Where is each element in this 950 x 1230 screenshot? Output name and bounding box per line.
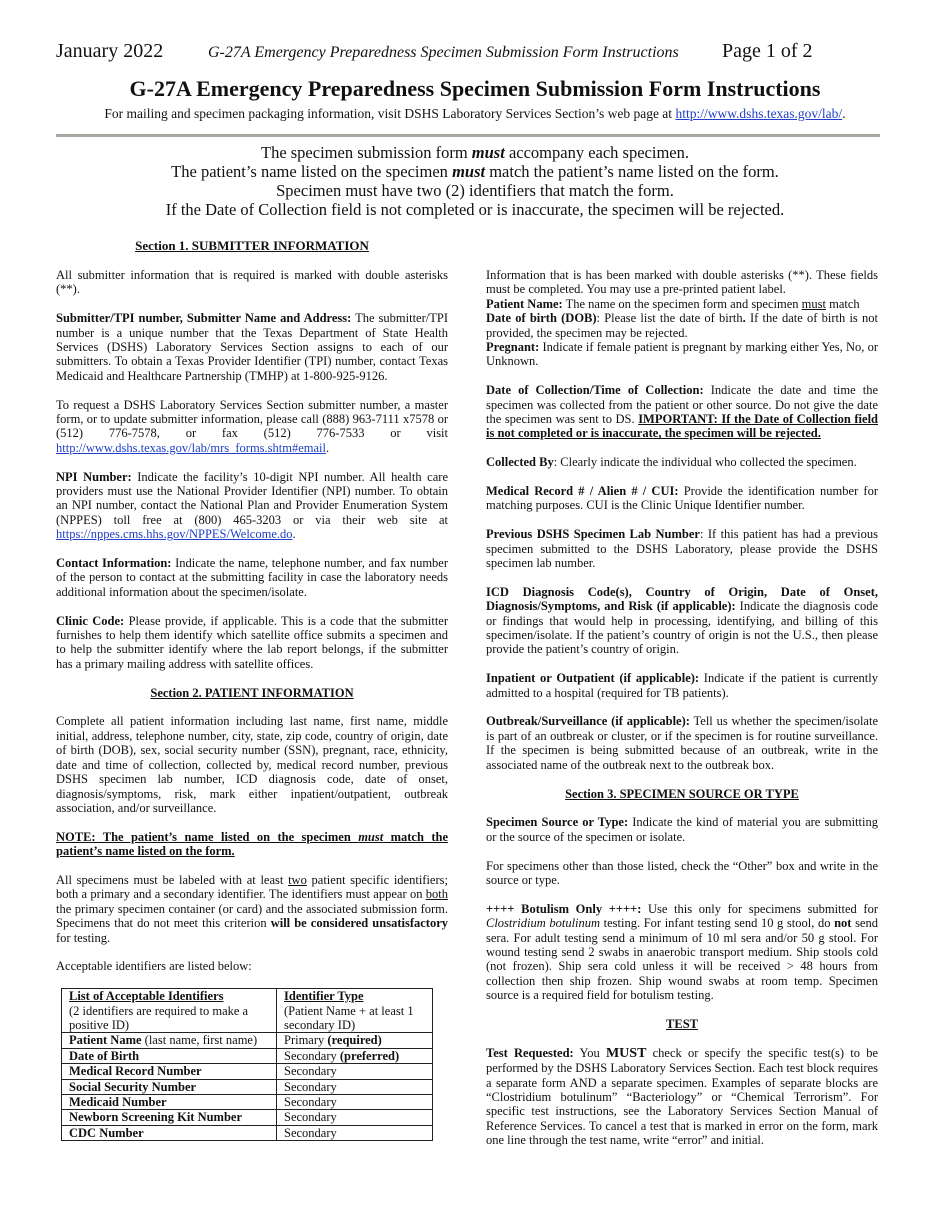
left-column [56, 268, 448, 1141]
inpatient-outpatient-paragraph: Inpatient or Outpatient (if applicable): Indicate if the patient is currently admitted to a hospital (required for TB patients). [486, 671, 878, 700]
lab-website-link[interactable]: http://www.dshs.texas.gov/lab/ [675, 106, 843, 121]
table-row [62, 1094, 433, 1109]
npi-paragraph: NPI Number: Indicate the facility’s 10-digit NPI number. All health care providers must use the National Provider Identifier (NPI) number. To obtain an NPI number, contact the National Plan and Provider Enumeration System (NPPES) toll free at (800) 465-3203 or via their web site at https://nppes.cms.hhs.gov/NPPES/Welcome.do. [56, 469, 448, 542]
specimen-source-paragraph: Specimen Source or Type: Indicate the kind of material you are submitting or the source of the specimen or isolate. [486, 815, 878, 844]
acceptable-identifiers-intro: Acceptable identifiers are listed below: [56, 959, 252, 974]
requirement-line-2: The patient’s name listed on the specimen must match the patient’s name listed on the form. [171, 162, 779, 181]
test-requested-paragraph: Test Requested: You MUST check or specify the specific test(s) to be performed by the DSHS Laboratory Services Section. Each test block requires a separate form AND a separate specimen. Examples of separate blocks are “Clostridium botulinum” “Bacteriology” or “Chemical Terrorism”. For specific test instructions, see the Laboratory Services Section Manual of Reference Services. To cancel a test that is marked in error on the form, mark one line through the test name, write “error” and initial. [486, 1045, 878, 1148]
identifier-type-cell: Secondary [277, 1064, 433, 1079]
table-row [62, 1079, 433, 1094]
document-title: G-27A Emergency Preparedness Specimen Submission Form Instructions [129, 76, 821, 101]
right-column [486, 268, 878, 1162]
key-requirements [0, 143, 950, 219]
patient-name-paragraph: Patient Name: The name on the specimen form and specimen must match [486, 296, 860, 311]
header-form-title: G-27A Emergency Preparedness Specimen Submission Form Instructions [208, 44, 679, 61]
identifier-name-cell: Social Security Number [62, 1079, 277, 1094]
mrs-forms-link[interactable]: http://www.dshs.texas.gov/lab/mrs_forms.shtm#email [56, 440, 327, 455]
submitter-intro: All submitter information that is required is marked with double asterisks (**). [56, 268, 448, 297]
medical-record-paragraph: Medical Record # / Alien # / CUI: Provide the identification number for matching purposes. CUI is the Clinic Unique Identifier number. [486, 484, 878, 513]
nppes-link[interactable]: https://nppes.cms.hhs.gov/NPPES/Welcome.do [56, 527, 293, 542]
header-divider [56, 134, 880, 137]
identifier-type-cell: Secondary [277, 1125, 433, 1140]
requirement-line-1: The specimen submission form must accompany each specimen. [260, 143, 689, 162]
identifier-name-cell: Date of Birth [62, 1048, 277, 1063]
table-row [62, 1064, 433, 1079]
previous-lab-number-paragraph: Previous DSHS Specimen Lab Number: If this patient has had a previous specimen submitted to the DSHS Laboratory, please provide the DSHS specimen lab number. [486, 527, 878, 571]
identifier-name-cell: Medicaid Number [62, 1094, 277, 1109]
pregnant-paragraph: Pregnant: Indicate if female patient is pregnant by marking either Yes, No, or Unknown. [486, 340, 878, 369]
table-header-cell: List of Acceptable Identifiers (2 identifiers are required to make a positive ID) [62, 989, 277, 1033]
identifier-name-cell: Patient Name (last name, first name) [62, 1033, 277, 1048]
patient-info-intro: Complete all patient information including last name, first name, middle initial, address, telephone number, city, state, zip code, country of origin, date of birth (DOB), sex, social security number (SSN), pregnant, race, ethnicity, date and time of collection, collected by, medical record number, previous DSHS specimen lab number, ICD diagnosis code, date of onset, diagnosis/symptoms, risk, mark either inpatient/outpatient, outbreak association, and/or surveillance. [56, 714, 448, 815]
requirement-line-3: Specimen must have two (2) identifiers that match the form. [276, 181, 674, 200]
collected-by-paragraph: Collected By: Clearly indicate the individual who collected the specimen. [486, 455, 857, 470]
submitter-request-paragraph: To request a DSHS Laboratory Services Section submitter number, a master form, or to update submitter information, please call (888) 963-7111 x7578 or (512) 776-7578, or fax (512) 776-7533 or visit http://www.dshs.texas.gov/lab/mrs_forms.shtm#email. [56, 397, 448, 455]
table-row [62, 1125, 433, 1140]
outbreak-surveillance-paragraph: Outbreak/Surveillance (if applicable): Tell us whether the specimen/isolate is part of an outbreak or cluster, or if the specimen is for routine surveillance. If the specimen is being submitted because of an outbreak, write in the associated name of the outbreak next to the outbreak box. [486, 714, 879, 772]
section3-heading: Section 3. SPECIMEN SOURCE OR TYPE [565, 786, 799, 801]
identifier-name-cell: Newborn Screening Kit Number [62, 1110, 277, 1125]
clinic-code-paragraph: Clinic Code: Please provide, if applicable. This is a code that the submitter furnishes to help them identify which satellite office submits a specimen and to help the submitter identify where the lab report belongs, if the submitter has a primary mailing address with satellite offices. [56, 613, 449, 671]
identifier-requirements: All specimens must be labeled with at least two patient specific identifiers; both a primary and a secondary identifier. The identifiers must appear on both the primary specimen container (or card) and the associated submission form. Specimens that do not meet this criterion will be considered unsatisfactory for testing. [56, 872, 448, 945]
icd-diagnosis-paragraph: ICD Diagnosis Code(s), Country of Origin, Date of Onset, Diagnosis/Symptoms, and Risk (if applicable): Indicate the diagnosis code or findings that would help in processing, identifying, and billing of this specimen/isolate. If the patient’s country of origin is not the U.S., then please provide the patient’s country of origin. [486, 584, 878, 657]
table-header-cell: Identifier Type (Patient Name + at least 1 secondary ID) [277, 989, 433, 1033]
document-subtitle: For mailing and specimen packaging information, visit DSHS Laboratory Services Section’s web page at http://www.dshs.texas.gov/lab/. [104, 106, 846, 121]
table-row [62, 1110, 433, 1125]
header-date: January 2022 [56, 40, 164, 62]
table-row [62, 1048, 433, 1063]
identifier-type-cell: Secondary [277, 1079, 433, 1094]
botulism-paragraph: ++++ Botulism Only ++++: Use this only for specimens submitted for Clostridium botulinum testing. For infant testing send 10 g stool, do not send sera. For adult testing send a minimum of 10 ml sera and/or 50 g stool. For wound testing send 2 swabs in anaerobic transport medium. Ship stools cold (not frozen). Ship sera cold unless it will be received > 48 hours from collection then ship frozen. Ship wound swabs at room temp. Specimen source is a required field for botulism testing. [486, 901, 879, 1003]
date-of-collection-paragraph: Date of Collection/Time of Collection: Indicate the date and time the specimen was collected from the patient or other source. Do not give the date the specimen was sent to DS. IMPORTANT: If the Date of Collection field is not completed or is inaccurate, the specimen will be rejected. [486, 383, 878, 441]
identifier-type-cell: Secondary [277, 1110, 433, 1125]
table-row [62, 1033, 433, 1048]
other-source-paragraph: For specimens other than those listed, check the “Other” box and write in the source or type. [486, 858, 878, 887]
identifier-type-cell: Primary (required) [277, 1033, 433, 1048]
header-page-number: Page 1 of 2 [722, 40, 813, 62]
identifier-name-cell: CDC Number [62, 1125, 277, 1140]
section1-heading: Section 1. SUBMITTER INFORMATION [135, 238, 369, 253]
section2-heading: Section 2. PATIENT INFORMATION [150, 685, 354, 700]
contact-paragraph: Contact Information: Indicate the name, telephone number, and fax number of the person to contact at the submitting facility in case the laboratory needs additional information about the specimen/isolate. [56, 556, 448, 599]
identifiers-table [61, 988, 433, 1141]
identifier-name-cell: Medical Record Number [62, 1064, 277, 1079]
table-header-row [62, 989, 433, 1033]
requirement-line-4: If the Date of Collection field is not completed or is inaccurate, the specimen will be rejected. [165, 200, 785, 219]
submitter-tpi-paragraph: Submitter/TPI number, Submitter Name and Address: The submitter/TPI number is a unique number that the Texas Department of State Health Services (DSHS) Laboratory Services Section assigns to each of our submitters. To obtain a Texas Provider Identifier (TPI) number, contact Texas Medicaid and Healthcare Partnership (TMHP) at 1-800-925-9126. [56, 311, 448, 383]
identifier-type-cell: Secondary [277, 1094, 433, 1109]
patient-name-note: NOTE: The patient’s name listed on the specimen must match the patient’s name listed on the form. [56, 829, 448, 859]
page-header [56, 40, 894, 70]
test-heading: TEST [666, 1016, 698, 1031]
dob-paragraph: Date of birth (DOB): Please list the date of birth. If the date of birth is not provided, the specimen may be rejected. [486, 311, 878, 340]
required-fields-note: Information that is has been marked with double asterisks (**). These fields must be completed. You may use a pre-printed patient label. [486, 268, 878, 297]
identifier-type-cell: Secondary (preferred) [277, 1048, 433, 1063]
